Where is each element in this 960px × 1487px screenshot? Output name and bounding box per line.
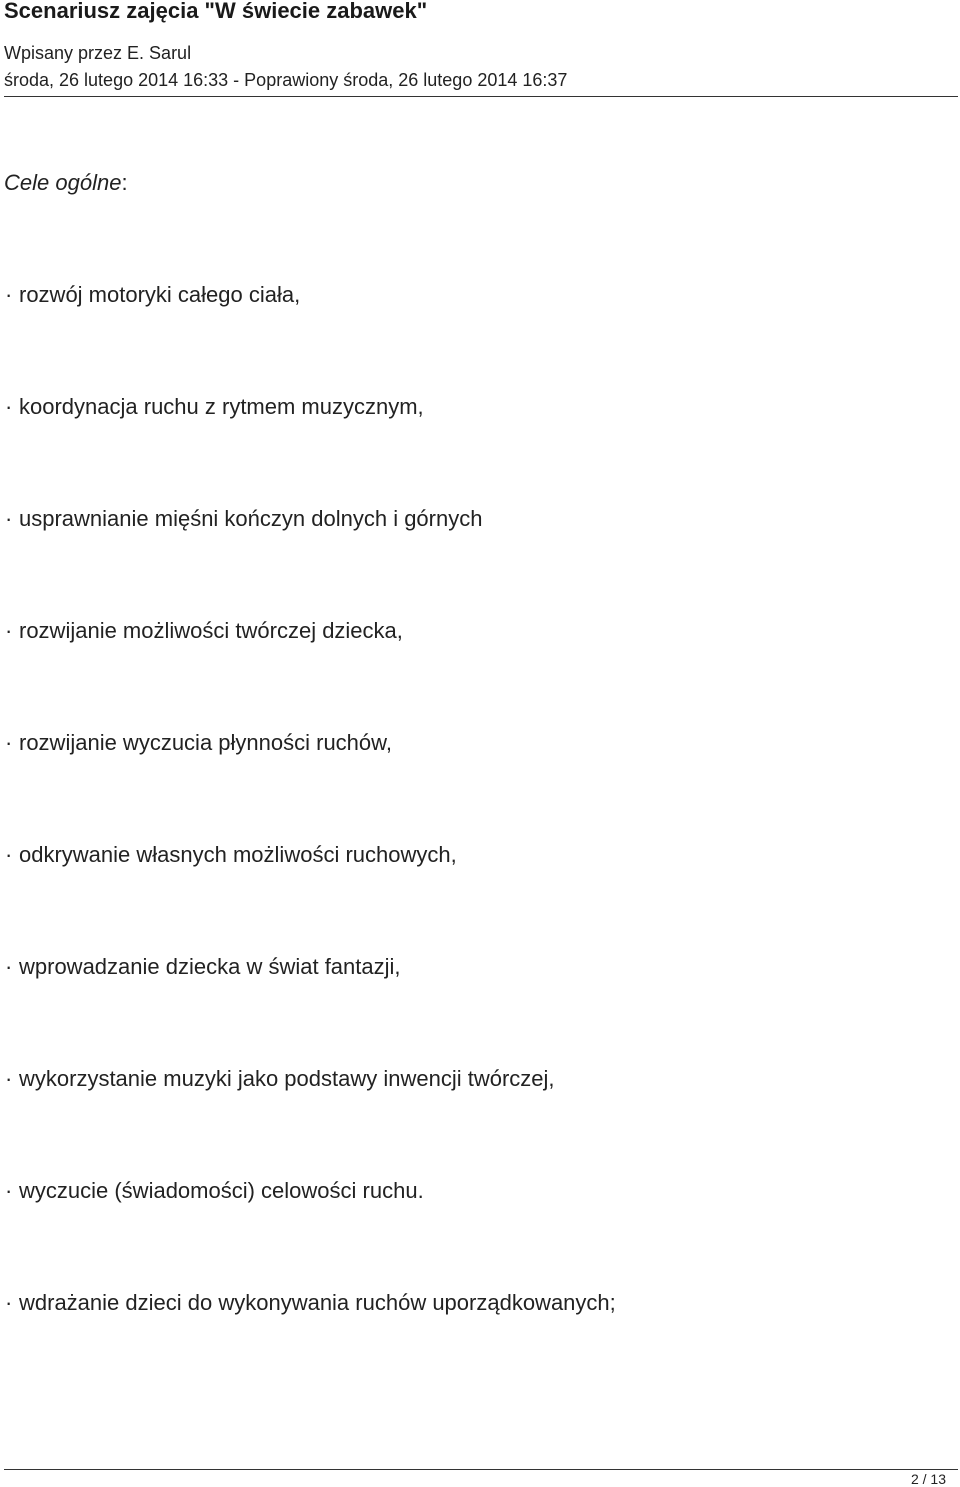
goal-item (5, 1290, 616, 1316)
goal-text: koordynacja ruchu z rytmem muzycznym, (19, 394, 424, 419)
bullet-icon: · (5, 618, 13, 643)
goal-text: wprowadzanie dziecka w świat fantazji, (19, 954, 401, 979)
author-line: Wpisany przez E. Sarul (4, 43, 192, 63)
goal-item (5, 1066, 555, 1092)
goal-item (5, 954, 401, 980)
goal-item (5, 618, 403, 644)
footer-divider (4, 1469, 958, 1470)
goal-item (5, 506, 482, 532)
bullet-icon: · (5, 1178, 13, 1203)
goal-text: usprawnianie mięśni kończyn dolnych i górnych (19, 506, 483, 531)
goal-item (5, 1178, 424, 1204)
goal-item (5, 842, 457, 868)
bullet-icon: · (5, 394, 13, 419)
goal-text: rozwój motoryki całego ciała, (19, 282, 301, 307)
goal-text: wyczucie (świadomości) celowości ruchu. (19, 1178, 424, 1203)
goal-item (5, 730, 392, 756)
goal-text: wykorzystanie muzyki jako podstawy inwencji twórczej, (19, 1066, 555, 1091)
section-heading-colon: : (121, 170, 128, 195)
header-divider (4, 96, 958, 97)
bullet-icon: · (5, 506, 13, 531)
section-heading-text: Cele ogólne (4, 170, 122, 195)
goal-item (5, 282, 300, 308)
bullet-icon: · (5, 1290, 13, 1315)
goal-text: odkrywanie własnych możliwości ruchowych, (19, 842, 457, 867)
date-line: środa, 26 lutego 2014 16:33 - Poprawiony środa, 26 lutego 2014 16:37 (4, 70, 568, 90)
page-number: 2 / 13 (910, 1471, 946, 1487)
goal-text: rozwijanie możliwości twórczej dziecka, (19, 618, 403, 643)
bullet-icon: · (5, 730, 13, 755)
bullet-icon: · (5, 954, 13, 979)
bullet-icon: · (5, 842, 13, 867)
goal-item (5, 394, 424, 420)
section-heading (4, 170, 128, 196)
document-title: Scenariusz zajęcia "W świecie zabawek" (4, 0, 428, 23)
bullet-icon: · (5, 282, 13, 307)
goal-text: wdrażanie dzieci do wykonywania ruchów uporządkowanych; (19, 1290, 616, 1315)
goal-text: rozwijanie wyczucia płynności ruchów, (19, 730, 392, 755)
bullet-icon: · (5, 1066, 13, 1091)
